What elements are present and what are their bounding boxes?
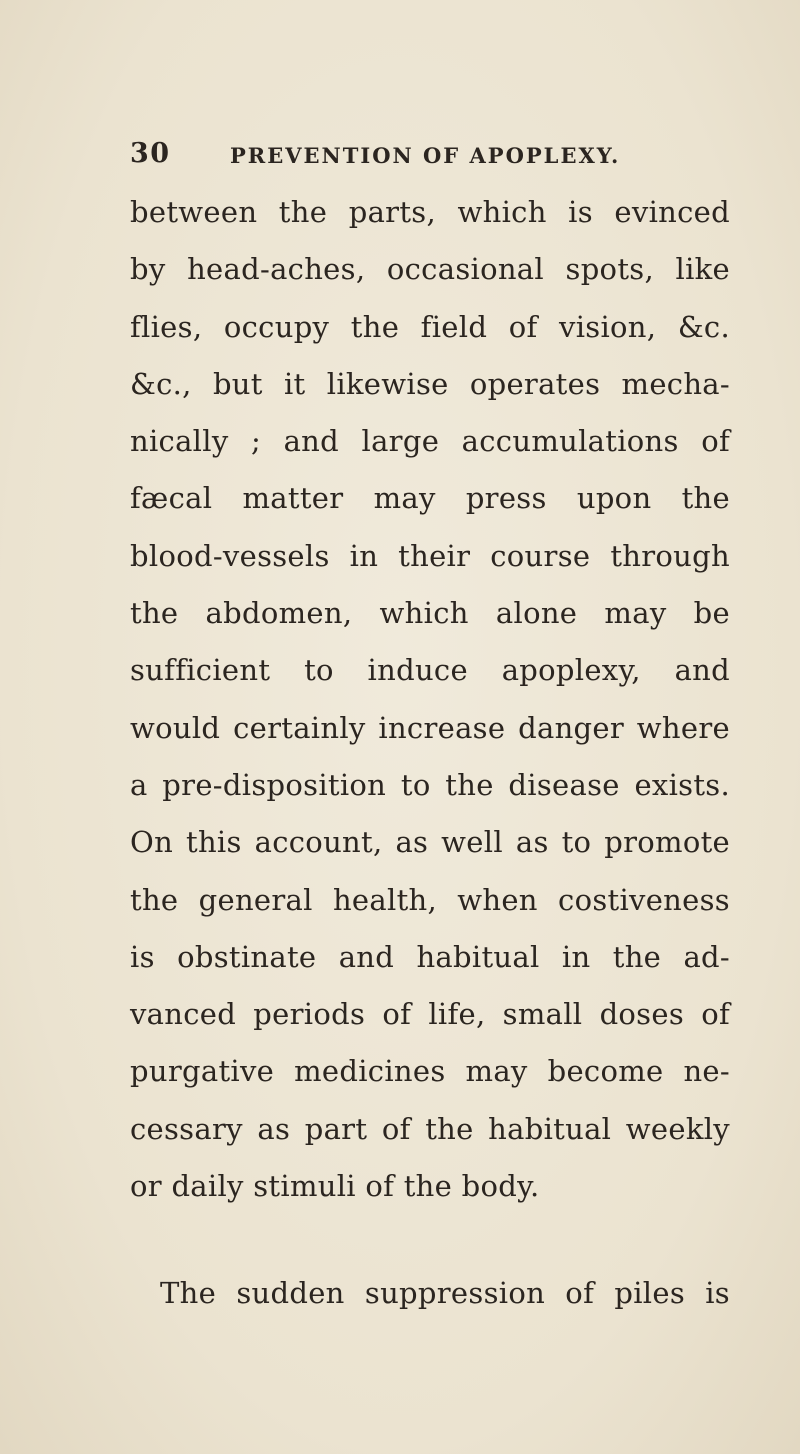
text-line: &c., but it likewise operates mecha- [130, 366, 730, 401]
text-line: The sudden suppression of piles is [160, 1276, 730, 1311]
body-text [130, 184, 730, 1323]
text-line: would certainly increase danger where [130, 710, 730, 745]
text-line: blood-vessels in their course through [130, 538, 730, 573]
text-line: the abdomen, which alone may be [130, 596, 730, 631]
text-line: flies, occupy the field of vision, &c. [130, 309, 730, 344]
paragraph-2 [130, 1265, 730, 1322]
text-line: by head-aches, occasional spots, like [130, 252, 730, 287]
text-line: between the parts, which is evinced [130, 195, 730, 229]
paragraph-spacer [130, 1215, 730, 1265]
text-line: cessary as part of the habitual weekly [130, 1111, 730, 1146]
text-line: the general health, when costiveness [130, 882, 730, 917]
page-number: 30 [130, 138, 171, 169]
text-line: or daily stimuli of the body. [130, 1169, 540, 1204]
text-line: vanced periods of life, small doses of [130, 997, 730, 1032]
text-line: sufficient to induce apoplexy, and [130, 653, 730, 688]
paragraph-1 [130, 184, 730, 1215]
text-line: fæcal matter may press upon the [130, 481, 730, 516]
text-line: nically ; and large accumulations of [130, 424, 730, 459]
text-line: is obstinate and habitual in the ad- [130, 939, 730, 974]
running-title: PREVENTION OF APOPLEXY. [230, 143, 621, 168]
text-line: On this account, as well as to promote [130, 825, 730, 860]
text-line: purgative medicines may become ne- [130, 1054, 730, 1089]
running-head [130, 136, 730, 176]
text-line: a pre-disposition to the disease exists. [130, 767, 730, 802]
